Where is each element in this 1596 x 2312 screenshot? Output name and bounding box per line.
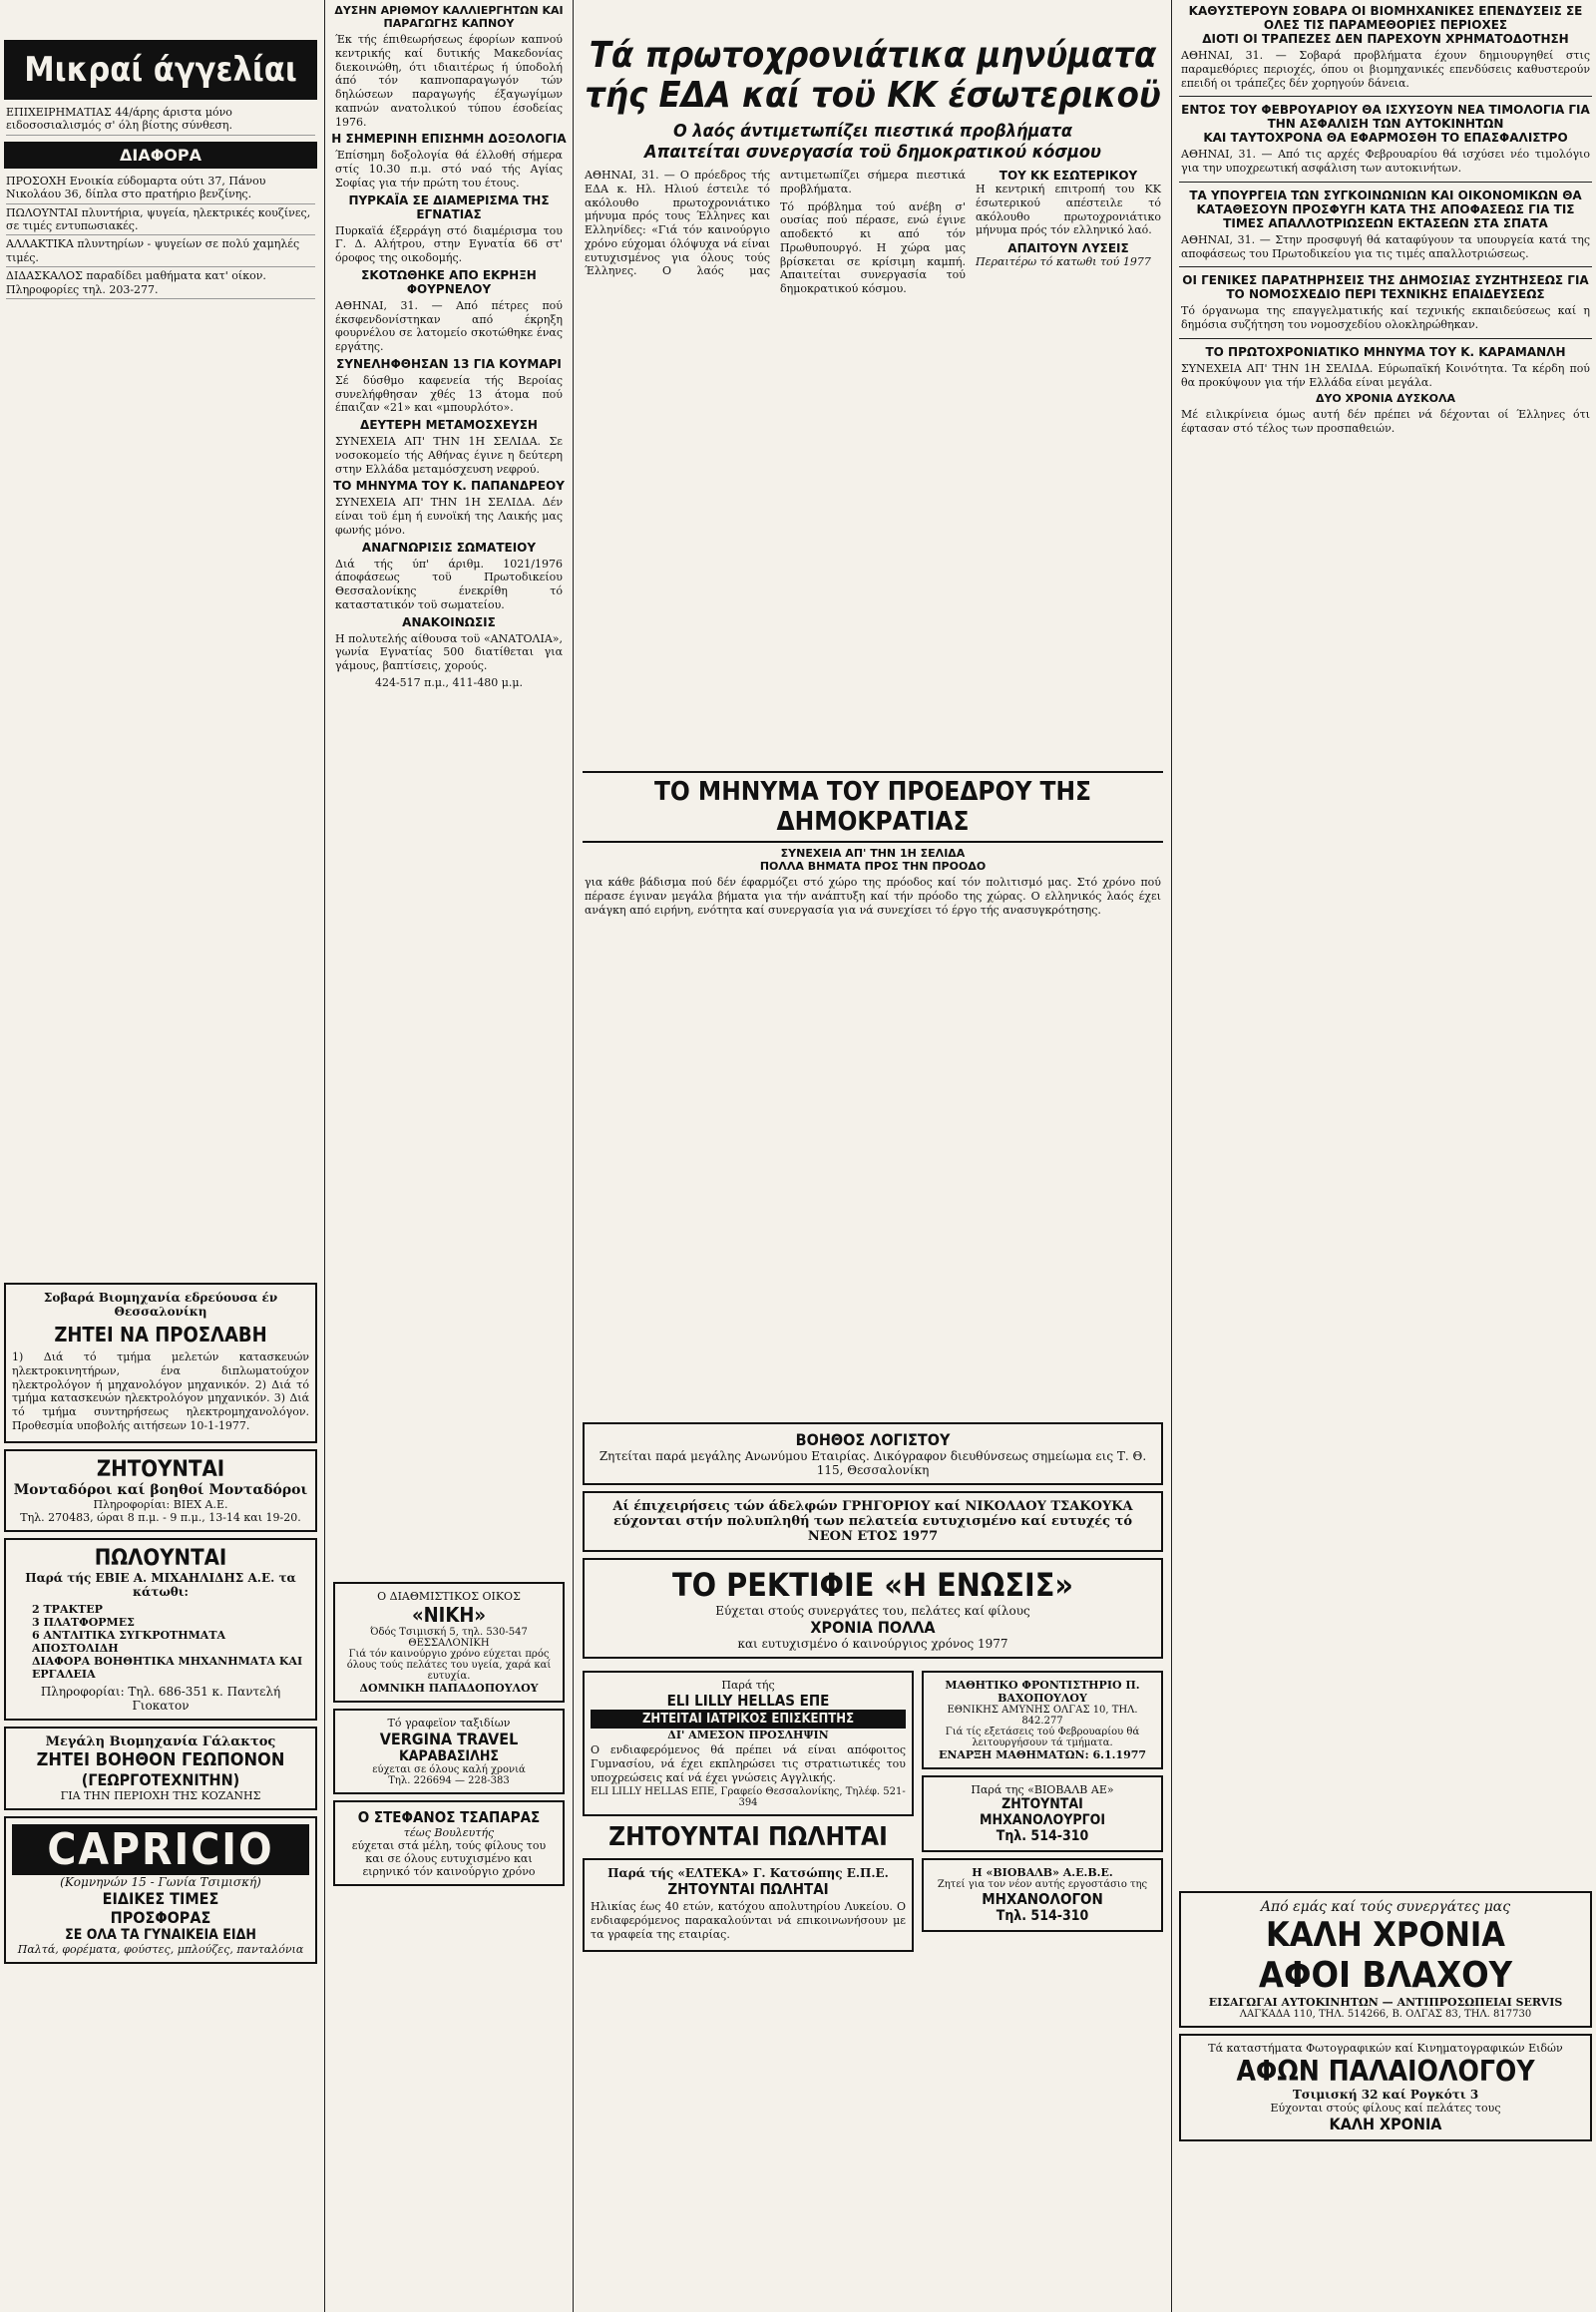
ad-owner: ΚΑΡΑΒΑΣΙΛΗΣ bbox=[398, 1748, 500, 1764]
ad-body: Ζητείται παρά μεγάλης Ανωνύμου Εταιρίας. Δικόγραφον διευθύνσεως σημείωμα εις Τ. Θ. 115, Θεσσαλονίκη bbox=[598, 1449, 1147, 1477]
article-body: ΣΥΝΕΧΕΙΑ ΑΠ' ΤΗΝ 1Η ΣΕΛΙΔΑ. Εύρωπαϊκή Κοινότητα. Τα κέρδη πού θα προκύψουν για τήν Ελλάδα είναι μεγάλα. bbox=[1181, 361, 1590, 389]
ad-tel: Πληροφορίαι: Τηλ. 686-351 κ. Παντελή Γιοκατον bbox=[40, 1684, 281, 1713]
main-headline: Τά πρωτοχρονιάτικα μηνύματα τής ΕΔΑ καί τοϋ ΚΚ έσωτερικοϋ bbox=[585, 35, 1161, 116]
article-body: Τό όργανωμα της επαγγελματικής καί τεχνικής εκπαιδεύσεως καί η δημόσια συζήτηση του νομοσχεδίου ολοκληρώθηκαν. bbox=[1181, 304, 1590, 331]
classified-ad: ΠΩΛΟΥΝΤΑΙ πλυντήρια, ψυγεία, ηλεκτρικές κουζίνες, σε τιμές εντυπωσιακές. bbox=[6, 206, 315, 236]
ad-head: Ο ΔΙΑΘΜΙΣΤΙΚΟΣ ΟΙΚΟΣ bbox=[377, 1590, 521, 1603]
ad-area: ΓΙΑ ΤΗΝ ΠΕΡΙΟΧΗ ΤΗΣ ΚΟΖΑΝΗΣ bbox=[60, 1788, 261, 1802]
ad-tel: Τηλ. 226694 — 228-383 bbox=[388, 1775, 510, 1786]
ad-item: ΔΙΑΦΟΡΑ ΒΟΗΘΗΤΙΚΑ ΜΗΧΑΝΗΜΑΤΑ ΚΑΙ ΕΡΓΑΛΕΙΑ bbox=[32, 1654, 303, 1681]
ad-sub: Μονταδόροι καί βοηθοί Μονταδόροι bbox=[13, 1481, 308, 1498]
ann-tel: 424-517 π.μ., 411-480 μ.μ. bbox=[374, 675, 524, 689]
ad-addr: ΛΑΓΚΑΔΑ 110, ΤΗΛ. 514266, Β. ΟΛΓΑΣ 83, ΤΗΛ. 817730 bbox=[1239, 2009, 1532, 2020]
article-cont: ΣΥΝΕΧΕΙΑ ΑΠ' ΤΗΝ 1Η ΣΕΛΙΔΑ bbox=[780, 847, 966, 861]
ad-title: CAPRICIO bbox=[12, 1824, 309, 1875]
ad-sub: ΜΗΧΑΝΟΛΟΥΡΓΟΙ bbox=[980, 1812, 1105, 1828]
ad-sub: τέως Βουλευτής bbox=[403, 1826, 495, 1839]
article-subhead: ΔΥΟ ΧΡΟΝΙΑ ΔΥΣΚΟΛΑ bbox=[1315, 392, 1456, 406]
ad-info: Πληροφορίαι: ΒΙΕΧ Α.Ε. bbox=[93, 1497, 228, 1511]
article-heading: ΟΙ ΓΕΝΙΚΕΣ ΠΑΡΑΤΗΡΗΣΕΙΣ ΤΗΣ ΔΗΜΟΣΙΑΣ ΣΥΖΗΤΗΣΕΩΣ ΓΙΑ ΤΟ ΝΟΜΟΣΧΕΔΙΟ ΠΕΡΙ ΤΕΧΝΙΚΗΣ ΕΠΑΙΔΕΥΣΕΩΣ bbox=[1182, 273, 1589, 302]
article-heading: ΕΝΤΟΣ ΤΟΥ ΦΕΒΡΟΥΑΡΙΟΥ ΘΑ ΙΣΧΥΣΟΥΝ ΝΕΑ ΤΙΜΟΛΟΓΙΑ ΓΙΑ ΤΗΝ ΑΣΦΑΛΙΣΗ ΤΩΝ ΑΥΤΟΚΙΝΗΤΩΝ bbox=[1181, 103, 1590, 132]
ad-body: Γιά τόν καινούργιο χρόνο εύχεται πρός όλους τούς πελάτες του υγεία, χαρά καί ευτυχία. bbox=[346, 1649, 552, 1682]
article-body: ΑΘΗΝΑΙ, 31. — Από πέτρες πού έκσφενδονίστηκαν από έκρηξη φουρνέλου σε λατομείο σκοτώθηκε ένας εργάτης. bbox=[335, 298, 563, 353]
article-heading: ΚΑΙ ΤΑΥΤΟΧΡΟΝΑ ΘΑ ΕΦΑΡΜΟΣΘΗ ΤΟ ΕΠΑΣΦΑΛΙΣΤΡΟ bbox=[1203, 131, 1568, 146]
ad-stefanos bbox=[333, 1800, 565, 1886]
ad-line: ΠΡΟΣΦΟΡΑΣ bbox=[110, 1907, 211, 1927]
article-body: Η κεντρική επιτροπή του ΚΚ έσωτερικού απέστειλε τό ακόλουθο πρωτοχρονιάτικο μήνυμα πρός τόν ελληνικό λαό. bbox=[976, 183, 1161, 237]
ad-name: ΑΦΟΙ ΒΛΑΧΟΥ bbox=[1258, 1955, 1513, 1996]
ad-name: ΑΦΩΝ ΠΑΛΑΙΟΛΟΓΟΥ bbox=[1236, 2055, 1535, 2088]
ad-body: 1) Διά τό τμήμα μελετών κατασκευών ηλεκτροκινητήρων, ένα διπλωματούχον ηλεκτρολόγον ή μηχανολόγον μηχανικόν. 2) Διά τό τμήμα κατασκευών ηλεκτρολόγον μηχανικόν. 3) Διά τό τμήμα συντηρήσεως ηλεκτρομηχανολόγον. Προθεσμία υποβολής αιτήσεων 10-1-1977. bbox=[12, 1350, 309, 1432]
ad-item: 6 ΑΝΤΛΙΤΙΚΑ ΣΥΓΚΡΟΤΗΜΑΤΑ ΑΠΟΣΤΟΛΙΔΗ bbox=[32, 1628, 226, 1655]
ad-palaiologou bbox=[1179, 2034, 1592, 2141]
ad-hronia: ΧΡΟΝΙΑ ΠΟΛΛΑ bbox=[810, 1618, 936, 1637]
article-heading: ΑΠΑΙΤΟΥΝ ΛΥΣΕΙΣ bbox=[1007, 241, 1129, 256]
ad-title: Ο ΣΤΕΦΑΝΟΣ ΤΣΑΠΑΡΑΣ bbox=[357, 1808, 541, 1826]
ad-head: Από εμάς καί τούς συνεργάτες μας bbox=[1260, 1899, 1511, 1915]
ad-lilly bbox=[583, 1671, 914, 1816]
ad-body: Ζητεί για τον νέον αυτής εργοστάσιο της bbox=[937, 1879, 1148, 1890]
article-heading: ΤΟ ΜΗΝΥΜΑ ΤΟΥ Κ. ΠΑΠΑΝΔΡΕΟΥ bbox=[333, 479, 565, 494]
news-column-4 bbox=[1175, 0, 1596, 2312]
ad-body: εύχεται σε όλους καλή χρονιά bbox=[372, 1764, 526, 1775]
ad-viovalv bbox=[922, 1775, 1163, 1852]
article-subhead: ΠΟΛΛΑ ΒΗΜΑΤΑ ΠΡΟΣ ΤΗΝ ΠΡΟΟΔΟ bbox=[759, 860, 987, 874]
article-body: ΣΥΝΕΧΕΙΑ ΑΠ' ΤΗΝ 1Η ΣΕΛΙΔΑ. Δέν είναι τοϋ έμη ή ευνοϊκή της Λαικής μας φωνής μόνο. bbox=[335, 496, 563, 537]
ad-addr: ELI LILLY HELLAS ΕΠΕ, Γραφείο Θεσσαλονίκης, Τηλέφ. 521-394 bbox=[591, 1786, 906, 1809]
ad-body: Εύχονται στούς φίλους καί πελάτες τους bbox=[1270, 2102, 1501, 2115]
ad-title: ΖΗΤΕΙ ΒΟΗΘΟΝ ΓΕΩΠΟΝΟΝ bbox=[36, 1748, 285, 1770]
president-headline: ΤΟ ΜΗΝΥΜΑ ΤΟΥ ΠΡΟΕΔΡΟΥ ΤΗΣ ΔΗΜΟΚΡΑΤΙΑΣ bbox=[583, 771, 1163, 843]
classifieds-masthead: Μικραί άγγελίαι bbox=[4, 40, 317, 100]
ad-title: ΖΗΤΕΙΤΑΙ ΙΑΤΡΙΚΟΣ ΕΠΙΣΚΕΠΤΗΣ bbox=[591, 1710, 906, 1729]
ad-voithos bbox=[583, 1422, 1163, 1485]
ad-item: 3 ΠΛΑΤΦΟΡΜΕΣ bbox=[32, 1615, 135, 1629]
ad-line: ΣΕ ΟΛΑ ΤΑ ΓΥΝΑΙΚΕΙΑ ΕΙΔΗ bbox=[65, 1926, 256, 1943]
article-body: Έκ τής έπιθεωρήσεως έφορίων καπνού κεντρικής καί δυτικής Μακεδονίας διεκοινώθη, ότι ιδιαιτέρως ή ύποδολή άπό τόν καπνοπαραγωγόν τών δηλώσεων παραγωγής έξαγωγίμων καπνών ανατολικού τύπου έσοδείας 1976. bbox=[335, 33, 563, 129]
ad-galaktos bbox=[4, 1727, 317, 1810]
article-body: ΑΘΗΝΑΙ, 31. — Από τις αρχές Φεβρουαρίου θά ισχύσει νέο τιμολόγιο για την υποχρεωτική ασφάλιση των αυτοκινήτων. bbox=[1181, 148, 1590, 175]
article-body: Πυρκαϊά έξερράγη στό διαμέρισμα του Γ. Δ. Αλήτρου, στην Εγνατία 66 στ' όροφος της οικοδομής. bbox=[335, 223, 563, 264]
article-heading: ΚΑΘΥΣΤΕΡΟΥΝ ΣΟΒΑΡΑ ΟΙ ΒΙΟΜΗΧΑΝΙΚΕΣ ΕΠΕΝΔΥΣΕΙΣ ΣΕ ΟΛΕΣ ΤΙΣ ΠΑΡΑΜΕΘΟΡΙΕΣ ΠΕΡΙΟΧΕΣ bbox=[1188, 4, 1583, 32]
article-heading: ΔΕΥΤΕΡΗ ΜΕΤΑΜΟΣΧΕΥΣΗ bbox=[360, 418, 538, 432]
article-heading: Η ΣΗΜΕΡΙΝΗ ΕΠΙΣΗΜΗ ΔΟΞΟΛΟΓΙΑ bbox=[331, 132, 567, 147]
ad-name: ELI LILLY HELLAS ΕΠΕ bbox=[666, 1692, 830, 1710]
ad-head: Η «ΒΙΟΒΑΛΒ» Α.Ε.Β.Ε. bbox=[972, 1866, 1113, 1879]
ad-head: Μεγάλη Βιομηχανία Γάλακτος bbox=[45, 1734, 276, 1749]
ad-head: Παρά της «ΒΙΟΒΑΛΒ ΑΕ» bbox=[971, 1783, 1114, 1796]
ad-vergina bbox=[333, 1709, 565, 1794]
ad-head: Σοβαρά Βιομηχανία εδρεύουσα έν Θεσσαλονίκη bbox=[43, 1291, 278, 1319]
ad-body: Γιά τίς εξετάσεις τού Φεβρουαρίου θά λειτουργήσουν τά τμήματα. bbox=[945, 1727, 1140, 1748]
ad-end: ΚΑΛΗ ΧΡΟΝΙΑ bbox=[1329, 2115, 1442, 2133]
ad-body: Ηλικίας έως 40 ετών, κατόχου απολυτηρίου Λυκείου. Ο ενδιαφερόμενος παρακαλούνται νά επικοινωνήσουν με τα γραφεία της εταιρίας. bbox=[591, 1900, 906, 1941]
ad-head: Τό γραφεϊον ταξιδίων bbox=[387, 1717, 511, 1730]
news-column-2 bbox=[329, 0, 569, 2312]
ad-vlahou bbox=[1179, 1891, 1592, 2028]
ad-addr: (Κομνηνών 15 - Γωνία Τσιμισκή) bbox=[60, 1874, 261, 1889]
article-body: Μέ ειλικρίνεια όμως αυτή δέν πρέπει νά δέχονται οί Έλληνες ότι έφτασαν στό τέλος των προσπαθειών. bbox=[1181, 408, 1590, 435]
article-heading: ΣΥΝΕΛΗΦΘΗΣΑΝ 13 ΓΙΑ ΚΟΥΜΑΡΙ bbox=[336, 356, 562, 371]
ad-sub: (ΓΕΩΡΓΟΤΕΧΝΙΤΗΝ) bbox=[81, 1769, 240, 1789]
ad-head: Παρά τής bbox=[721, 1679, 775, 1692]
ad-head: ΜΑΘΗΤΙΚΟ ΦΡΟΝΤΙΣΤΗΡΙΟ Π. ΒΑΧΟΠΟΥΛΟΥ bbox=[945, 1679, 1140, 1705]
ad-title: ΒΟΗΘΟΣ ΛΟΓΙΣΤΟΥ bbox=[795, 1430, 951, 1449]
ad-title: ΤΟ ΡΕΚΤΙΦΙΕ «Η ΕΝΩΣΙΣ» bbox=[672, 1566, 1073, 1604]
ad-sub: ΖΗΤΟΥΝΤΑΙ ΠΩΛΗΤΑΙ bbox=[667, 1880, 829, 1899]
article-body: ΑΘΗΝΑΙ, 31. — Σοβαρά προβλήματα έχουν δημιουργηθεί στις παραμεθόριες περιοχές, όπου οι βιομηχανικές επενδύσεις καθυστερούν επειδή οι τράπεζες δέν χορηγούν δάνεια. bbox=[1181, 49, 1590, 90]
ad-title: ΖΗΤΟΥΝΤΑΙ bbox=[96, 1456, 225, 1482]
article-body: Έπίσημη δοξολογία θά έλλοθή σήμερα στίς 10.30 π.μ. στό ναό τής Αγίας Σοφίας για τήν πρώτη του έτους. bbox=[335, 149, 563, 190]
ad-grigoriou bbox=[583, 1491, 1163, 1552]
ad-tel: Τηλ. 270483, ώραι 8 π.μ. - 9 π.μ., 13-14 και 19-20. bbox=[20, 1510, 301, 1524]
polites-headline: ΖΗΤΟΥΝΤΑΙ ΠΩΛΗΤΑΙ bbox=[608, 1822, 888, 1853]
ad-body: εύχεται στά μέλη, τούς φίλους του και σε όλους ευτυχισμένο και ειρηνικό τόν καινούργιο χρόνο bbox=[351, 1839, 547, 1878]
classified-ad: ΔΙΔΑΣΚΑΛΟΣ παραδίδει μαθήματα κατ' οίκον. Πληροφορίες τηλ. 203-277. bbox=[6, 269, 315, 299]
ad-polites bbox=[583, 1858, 914, 1951]
ad-title: ΖΗΤΟΥΝΤΑΙ bbox=[1001, 1796, 1083, 1812]
ann-body: Η πολυτελής αίθουσα τοϋ «ΑΝΑΤΟΛΙΑ», γωνία Εγνατίας 500 διατίθεται για γάμους, βαπτίσεις, χορούς. bbox=[335, 631, 563, 672]
ad-title: ΚΑΛΗ ΧΡΟΝΙΑ bbox=[1266, 1915, 1505, 1955]
main-subheadline: Ο λαός άντιμετωπίζει πιεστικά προβλήματα bbox=[672, 121, 1073, 143]
article-heading: ΔΥΣΗΝ ΑΡΙΘΜΟΥ ΚΑΛΛΙΕΡΓΗΤΩΝ ΚΑΙ ΠΑΡΑΓΩΓΗΣ ΚΑΠΝΟΥ bbox=[334, 4, 564, 30]
ad-title: ΠΩΛΟΥΝΤΑΙ bbox=[94, 1545, 227, 1571]
article-body: ΑΘΗΝΑΙ, 31. — Στην προσφυγή θά καταφύγουν τα υπουργεία κατά της αποφάσεως του Πρωτοδικείου για τις τιμές απαλλοτριώσεως. bbox=[1181, 232, 1590, 260]
article-heading: ΣΚΟΤΩΘΗΚΕ ΑΠΟ ΕΚΡΗΞΗ ΦΟΥΡΝΕΛΟΥ bbox=[361, 267, 537, 296]
classified-ad: ΕΠΙΧΕΙΡΗΜΑΤΙΑΣ 44/άρης άριστα μόνο ειδοσοσιαλισμός σ' όλη βίοτης σύνθεση. bbox=[6, 106, 315, 136]
classified-ad: ΠΡΟΣΟΧΗ Ενοικία εύδομαρτα ούτι 37, Πάνου Νικολάου 36, δίπλα στο πρατήριο βενζίνης. bbox=[6, 175, 315, 204]
article-body: Σέ δύσθμο καφενεία τής Βεροίας συνελήφθησαν χθές 13 άτομα πού έπαιζαν «21» και «μπουρλότο». bbox=[335, 373, 563, 415]
ad-title: ΜΗΧΑΝΟΛΟΓΟΝ bbox=[982, 1890, 1103, 1908]
ad-end: και ευτυχισμένο ό καινούργιος χρόνος 1977 bbox=[737, 1637, 1008, 1651]
main-subheadline: Απαιτείται συνεργασία τοϋ δημοκρατικού κόσμου bbox=[644, 142, 1101, 164]
article-heading: ΤΟ ΠΡΩΤΟΧΡΟΝΙΑΤΙΚΟ ΜΗΝΥΜΑ ΤΟΥ Κ. ΚΑΡΑΜΑΝΛΗ bbox=[1205, 344, 1566, 359]
ad-title: VERGINA TRAVEL bbox=[379, 1730, 519, 1748]
ad-addr: Τσιμισκή 32 καί Ρογκότι 3 bbox=[1292, 2088, 1479, 2102]
ad-zitoun-prosl bbox=[4, 1283, 317, 1443]
article-body: Διά τής ύπ' άριθμ. 1021/1976 άποφάσεως τοϋ Πρωτοδικείου Θεσσαλονίκης ένεκρίθη τό καταστατικόν τοϋ σωματείου. bbox=[335, 557, 563, 611]
classified-ad: ΑΛΛΑΚΤΙΚΑ πλυντηρίων - ψυγείων σε πολύ χαμηλές τιμές. bbox=[6, 237, 315, 267]
ad-line: Παλτά, φορέματα, φούστες, μπλούζες, πανταλόνια bbox=[17, 1942, 304, 1956]
ad-poloun bbox=[4, 1538, 317, 1721]
ad-viovalv-2 bbox=[922, 1858, 1163, 1932]
ad-frontistirio bbox=[922, 1671, 1163, 1769]
ann-title: ΑΝΑΚΟΙΝΩΣΙΣ bbox=[402, 614, 496, 629]
ad-rektifie bbox=[583, 1558, 1163, 1659]
column-rule bbox=[573, 0, 574, 2312]
ad-sub: Παρά τής ΕΒΙΕ Α. ΜΙΧΑΗΛΙΔΗΣ Α.Ε. τα κάτωθι: bbox=[25, 1570, 296, 1599]
ad-tel: Τηλ. 514-310 bbox=[996, 1828, 1089, 1844]
article-heading: ΤΑ ΥΠΟΥΡΓΕΙΑ ΤΩΝ ΣΥΓΚΟΙΝΩΝΙΩΝ ΚΑΙ ΟΙΚΟΝΟΜΙΚΩΝ ΘΑ ΚΑΤΑΘΕΣΟΥΝ ΠΡΟΣΦΥΓΗ ΚΑΤΑ ΤΗΣ ΑΠΟΦΑΣΕΩΣ ΓΙΑ ΤΙΣ ΤΙΜΕΣ ΑΠΑΛΛΟΤΡΙΩΣΕΩΝ ΕΚΤΑΣΕΩΝ ΣΤΑ ΣΠΑΤΑ bbox=[1189, 188, 1582, 230]
article-body: Τό πρόβλημα τού ανέβη σ' ουσίας πού πέρασε, ενώ έγινε αποδεκτό κι από τόν Πρωθυπουργό. Η χώρα μας βρίσκεται σε κρίσιμη καμπή. Απαιτείται συνεργασία τού δημοκρατικού κόσμου. bbox=[780, 199, 966, 296]
ad-line: ΕΙΔΙΚΕΣ ΤΙΜΕΣ bbox=[102, 1888, 219, 1908]
ad-item: 2 ΤΡΑΚΤΕΡ bbox=[32, 1602, 103, 1616]
ad-sub: ΕΙΣΑΓΩΓΑΙ ΑΥΤΟΚΙΝΗΤΩΝ — ΑΝΤΙΠΡΟΣΩΠΕΙΑΙ SERVIS bbox=[1208, 1996, 1563, 2009]
article-body: Περαιτέρω τό κατωθι τού 1977 bbox=[976, 255, 1151, 269]
ad-body: Αί έπιχειρήσεις τών άδελφών ΓΡΗΓΟΡΙΟΥ καί ΝΙΚΟΛΑΟΥ ΤΣΑΚΟΥΚΑ εύχονται στήν πολυπληθή των πελατεία ευτυχισμένο καί ευτυχές τό ΝΕΟΝ ΕΤΟΣ 1977 bbox=[612, 1499, 1133, 1544]
article-body: ΣΥΝΕΧΕΙΑ ΑΠ' ΤΗΝ 1Η ΣΕΛΙΔΑ. Σε νοσοκομείο τής Αθήνας έγινε η δεύτερη στην Ελλάδα μεταμόσχευση νεφρού. bbox=[335, 435, 563, 476]
ad-title: ΖΗΤΕΙ ΝΑ ΠΡΟΣΛΑΒΗ bbox=[54, 1323, 267, 1347]
section-diafora: ΔΙΑΦΟΡΑ bbox=[4, 142, 317, 169]
ad-sub: ΔΙ' ΑΜΕΣΟΝ ΠΡΟΣΛΗΨΙΝ bbox=[667, 1729, 829, 1741]
article-heading: ΑΝΑΓΝΩΡΙΣΙΣ ΣΩΜΑΤΕΙΟΥ bbox=[361, 540, 537, 555]
ad-head: Παρά τής «ΕΛΤΕΚΑ» Γ. Κατσώπης Ε.Π.Ε. bbox=[607, 1866, 889, 1881]
article-body: ΑΘΗΝΑΙ, 31. — Ο πρόεδρος τής ΕΔΑ κ. Ηλ. Ηλιού έστειλε τό ακόλουθο πρωτοχρονιάτικο μήνυμα πρός τους Έλληνες και Ελληνίδες: «Γιά τόν καινούργιο χρόνο εύχομαι όλόψυχα νά είναι ευτυχισμένος για όλους τούς Έλληνες. Ο λαός μας αντιμετωπίζει σήμερα πιεστικά προβλήματα. bbox=[585, 169, 966, 278]
classifieds-column bbox=[0, 0, 321, 2312]
news-column-3 bbox=[579, 0, 1167, 2312]
ad-capricio bbox=[4, 1816, 317, 1964]
article-heading: ΔΙΟΤΙ ΟΙ ΤΡΑΠΕΖΕΣ ΔΕΝ ΠΑΡΕΧΟΥΝ ΧΡΗΜΑΤΟΔΟΤΗΣΗ bbox=[1202, 32, 1569, 46]
ad-body: Ο ενδιαφερόμενος θά πρέπει νά είναι απόφοιτος Γυμνασίου, νά έχει εκπληρώσει τις στρατιωτικές του υποχρεώσεις καί νά έχει γνώσεις Αγγλικής. bbox=[591, 1743, 906, 1784]
article-body: για κάθε βάδισμα πού δέν έφαρμόζει στό χώρο της πρόοδος καί τόν πολιτισμό μας. Στό χρόνο πού πέρασε έγιναν μεγάλα βήματα για τήν ανάπτυξη καί τήν πρόοδο της χώρας. Ο ελληνικός λαός έχει ανάγκη από ειρήνη, ενότητα καί συνεργασία για νά συνεχίσει τό έργο τής ανασυγκρότησης. bbox=[585, 876, 1161, 917]
ad-body: Εύχεται στούς συνεργάτες του, πελάτες καί φίλους bbox=[715, 1604, 1030, 1618]
ad-niki bbox=[333, 1582, 565, 1703]
ad-sign: ΔΟΜΝΙΚΗ ΠΑΠΑΔΟΠΟΥΛΟΥ bbox=[359, 1682, 539, 1695]
ad-date: ΕΝΑΡΞΗ ΜΑΘΗΜΑΤΩΝ: 6.1.1977 bbox=[938, 1748, 1147, 1761]
ad-montadoroi bbox=[4, 1449, 317, 1532]
ad-title: «ΝΙΚΗ» bbox=[412, 1603, 486, 1627]
ad-head: Τά καταστήματα Φωτογραφικών καί Κινηματογραφικών Ειδών bbox=[1208, 2042, 1563, 2055]
article-heading: ΠΥΡΚΑΪΑ ΣΕ ΔΙΑΜΕΡΙΣΜΑ ΤΗΣ ΕΓΝΑΤΙΑΣ bbox=[348, 193, 550, 221]
column-rule bbox=[324, 0, 325, 2312]
ad-addr: ΕΘΝΙΚΗΣ ΑΜΥΝΗΣ ΟΛΓΑΣ 10, ΤΗΛ. 842.277 bbox=[947, 1705, 1138, 1727]
column-rule bbox=[1171, 0, 1172, 2312]
ad-tel: Τηλ. 514-310 bbox=[996, 1908, 1089, 1924]
article-signature: ΤΟΥ ΚΚ ΕΣΩΤΕΡΙΚΟΥ bbox=[998, 169, 1138, 184]
ad-addr: Όδός Τσιμισκή 5, τηλ. 530-547 ΘΕΣΣΑΛΟΝΙΚΗ bbox=[370, 1627, 528, 1649]
